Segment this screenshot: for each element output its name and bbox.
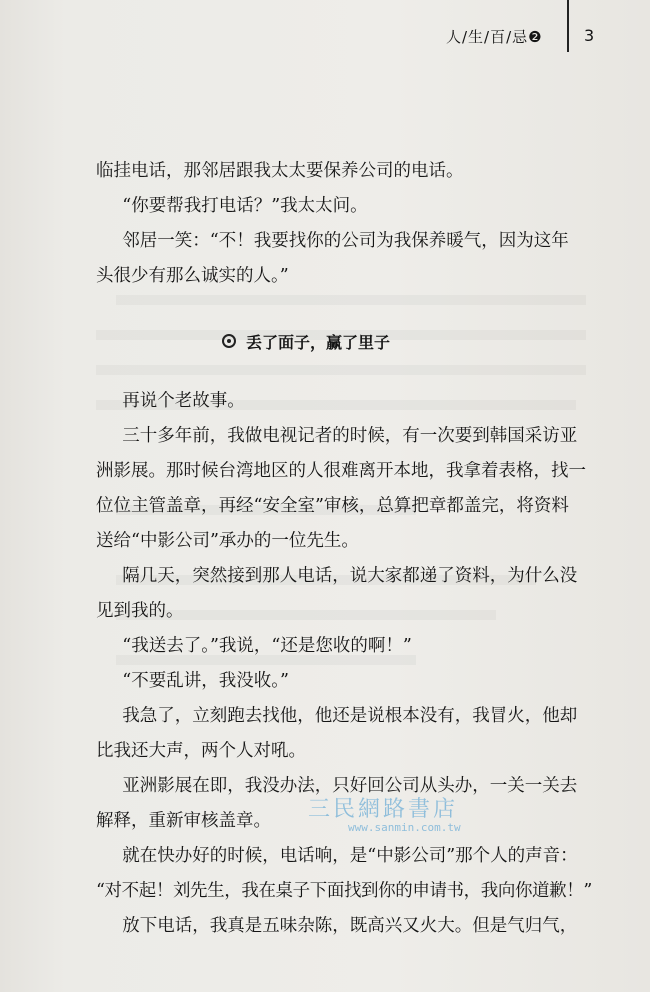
paragraph-line: 邻居一笑：“不！我要找你的公司为我保养暖气，因为这年: [122, 231, 569, 251]
header-divider: [567, 0, 569, 52]
paragraph-line: “你要帮我打电话？”我太太问。: [122, 196, 368, 216]
paragraph-line: 亚洲影展在即，我没办法，只好回公司从头办，一关一关去: [122, 776, 578, 796]
paragraph-line: 三十多年前，我做电视记者的时候，有一次要到韩国采访亚: [122, 426, 578, 446]
page-number: 3: [584, 26, 595, 45]
paragraph-line: 再说个老故事。: [122, 391, 245, 411]
paragraph-line: 见到我的。: [96, 601, 184, 621]
paragraph-line: 洲影展。那时候台湾地区的人很难离开本地，我拿着表格，找一: [96, 461, 586, 481]
text-block-top: [96, 154, 582, 294]
paragraph-line: “不要乱讲，我没收。”: [122, 671, 289, 691]
paragraph-line: 放下电话，我真是五味杂陈，既高兴又火大。但是气归气，: [122, 916, 578, 936]
paragraph-line: 头很少有那么诚实的人。”: [96, 266, 289, 286]
section-heading: [222, 330, 390, 353]
paragraph-line: 我急了，立刻跑去找他，他还是说根本没有，我冒火，他却: [122, 706, 578, 726]
paragraph-line: “我送去了。”我说，“还是您收的啊！”: [122, 636, 412, 656]
watermark-text: 三民網路書店: [308, 797, 459, 822]
running-header-title: 人/生/百/忌❷: [446, 28, 543, 46]
paragraph-line: 比我还大声，两个人对吼。: [96, 741, 306, 761]
paragraph-line: 就在快办好的时候，电话响，是“中影公司”那个人的声音：: [122, 846, 578, 866]
paragraph-line: 送给“中影公司”承办的一位先生。: [96, 531, 359, 551]
paragraph-line: 隔几天，突然接到那人电话，说大家都递了资料，为什么没: [122, 566, 578, 586]
watermark-url: www.sanmin.com.tw: [348, 821, 461, 834]
paragraph-line: 解释，重新审核盖章。: [96, 811, 271, 831]
paragraph-line: 位位主管盖章，再经“安全室”审核，总算把章都盖完，将资料: [96, 496, 569, 516]
bullet-circle-icon: [222, 334, 236, 348]
text-block-bottom: [96, 384, 592, 944]
paragraph-line: “对不起！刘先生，我在桌子下面找到你的申请书，我向你道歉！”: [96, 881, 592, 901]
paragraph-line: 临挂电话，那邻居跟我太太要保养公司的电话。: [96, 161, 464, 181]
section-heading-text: 丢了面子，赢了里子: [246, 333, 391, 352]
